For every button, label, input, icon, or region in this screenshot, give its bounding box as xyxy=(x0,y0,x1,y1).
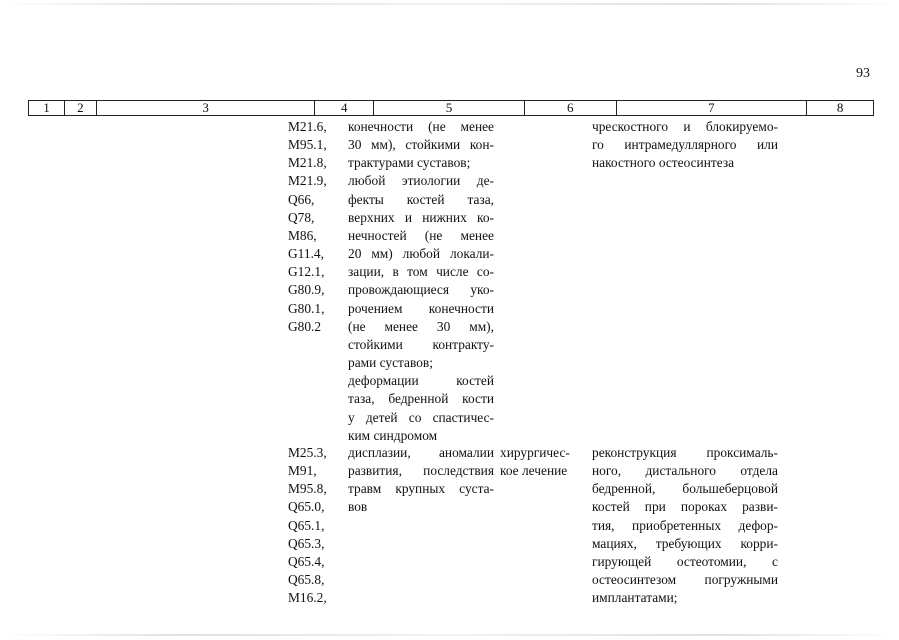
cell-text-line: кое лечение xyxy=(500,463,568,479)
cell-text-line: зации, в том числе со- xyxy=(348,264,494,280)
cell-text-line: хирургичес- xyxy=(500,445,570,460)
icd-code: M86, xyxy=(288,227,317,243)
cell-text-line: деформации костей xyxy=(348,373,494,389)
cell-text-line: го интрамедуллярного или xyxy=(592,137,778,153)
icd-code: M16.2, xyxy=(288,590,327,606)
row-2-method xyxy=(592,444,778,607)
row-1-method xyxy=(592,118,778,172)
cell-text-line: бедренной, большеберцовой xyxy=(592,481,778,497)
cell-text-line: дисплазии, аномалии xyxy=(348,445,494,460)
cell-text-line: рочением конечности xyxy=(348,300,494,316)
cell-text-line: вов xyxy=(348,499,368,515)
cell-text-line: чрескостного и блокируемо- xyxy=(592,119,778,134)
cell-text-line: (не менее 30 мм), xyxy=(348,318,494,334)
cell-text-line: 20 мм) любой локали- xyxy=(348,246,494,262)
icd-code: Q65.8, xyxy=(288,572,325,588)
cell-text-line: у детей со спастичес- xyxy=(348,409,494,425)
icd-code: Q66, xyxy=(288,191,315,207)
cell-text-line: фекты костей таза, xyxy=(348,191,494,207)
icd-code: G80.2 xyxy=(288,318,322,334)
cell-text-line: остеосинтезом погружными xyxy=(592,572,778,588)
column-header-3: 3 xyxy=(97,101,315,115)
row-2-codes xyxy=(288,444,346,607)
column-header-1: 1 xyxy=(29,101,65,115)
cell-text-line: ким синдромом xyxy=(348,427,438,443)
icd-code: M21.6, xyxy=(288,119,327,134)
cell-text-line: нечностей (не менее xyxy=(348,227,494,243)
cell-text-line: тия, приобретенных дефор- xyxy=(592,517,778,533)
column-header-4: 4 xyxy=(315,101,374,115)
column-header-5: 5 xyxy=(374,101,525,115)
column-header-8: 8 xyxy=(836,100,844,115)
cell-text-line: имплантатами; xyxy=(592,590,678,606)
icd-code: Q65.0, xyxy=(288,499,325,515)
cell-text-line: таза, бедренной кости xyxy=(348,391,494,407)
cell-text-line: верхних и нижних ко- xyxy=(348,209,494,225)
cell-text-line: костей при пороках разви- xyxy=(592,499,778,515)
column-header-2: 2 xyxy=(65,101,97,115)
icd-code: Q78, xyxy=(288,209,315,225)
cell-text-line: гирующей остеотомии, с xyxy=(592,553,778,569)
icd-code: M91, xyxy=(288,463,317,479)
row-1-diagnosis xyxy=(348,118,494,445)
cell-text-line: конечности (не менее xyxy=(348,119,494,134)
cell-text-line: мациях, требующих корри- xyxy=(592,535,778,551)
icd-code: M21.8, xyxy=(288,155,327,171)
icd-code: G80.9, xyxy=(288,282,325,298)
icd-code: M21.9, xyxy=(288,173,327,189)
top-scan-edge xyxy=(0,3,899,5)
cell-text-line: провождающиеся уко- xyxy=(348,282,494,298)
row-1-codes xyxy=(288,118,346,336)
bottom-scan-edge xyxy=(0,634,899,636)
page-number: 93 xyxy=(856,66,870,81)
cell-text-line: накостного остеосинтеза xyxy=(592,155,735,171)
icd-code: G80.1, xyxy=(288,300,325,316)
icd-code: M95.8, xyxy=(288,481,327,497)
cell-text-line: трактурами суставов; xyxy=(348,155,471,171)
column-header-7: 7 xyxy=(617,101,808,115)
cell-text-line: 30 мм), стойкими кон- xyxy=(348,137,494,153)
cell-text-line: развития, последствия xyxy=(348,463,494,479)
icd-code: G11.4, xyxy=(288,246,324,262)
icd-code: M95.1, xyxy=(288,137,327,153)
cell-text-line: реконструкция проксималь- xyxy=(592,445,778,460)
icd-code: M25.3, xyxy=(288,445,327,460)
cell-text-line: ного, дистального отдела xyxy=(592,463,778,479)
column-header-6: 6 xyxy=(525,101,617,115)
icd-code: G12.1, xyxy=(288,264,325,280)
cell-text-line: стойкими контракту- xyxy=(348,336,494,352)
cell-text-line: рами суставов; xyxy=(348,355,433,371)
icd-code: Q65.1, xyxy=(288,517,325,533)
icd-code: Q65.3, xyxy=(288,535,325,551)
table-header-row xyxy=(28,100,874,116)
row-2-diagnosis xyxy=(348,444,494,517)
icd-code: Q65.4, xyxy=(288,553,325,569)
cell-text-line: любой этиологии де- xyxy=(348,173,494,189)
cell-text-line: травм крупных суста- xyxy=(348,481,494,497)
row-2-treatment-type xyxy=(500,444,586,480)
